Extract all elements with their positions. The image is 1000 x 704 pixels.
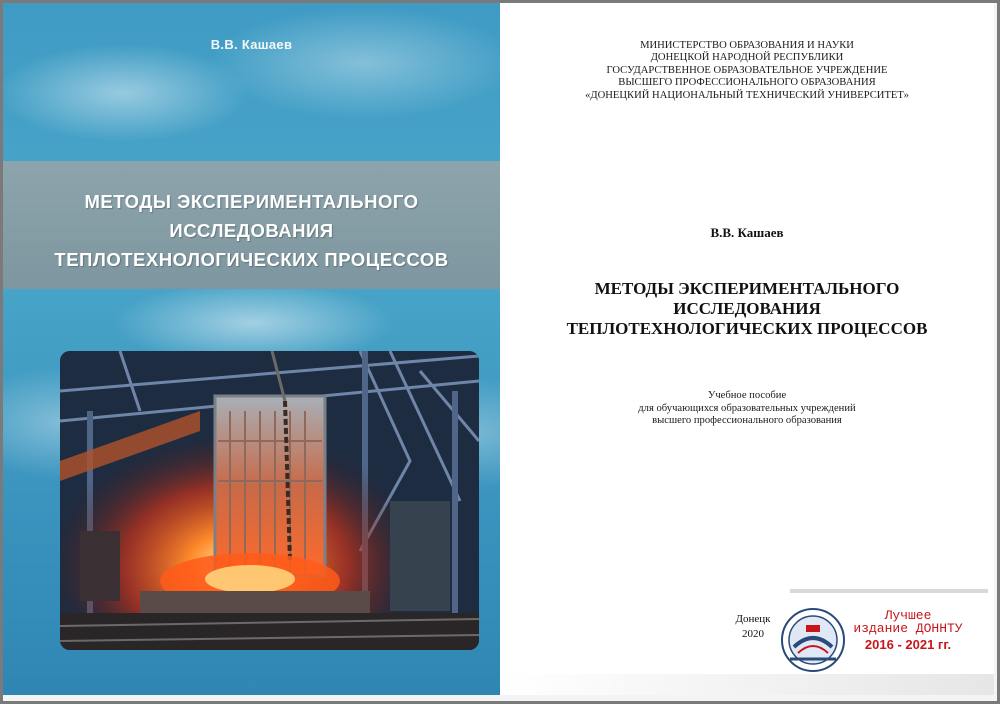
badge-line: издание ДОННТУ: [853, 621, 963, 636]
page-title: [500, 279, 994, 339]
anniversary-seal-icon: [780, 607, 846, 673]
cover-title-line: ТЕПЛОТЕХНОЛОГИЧЕСКИХ ПРОЦЕССОВ: [54, 249, 449, 270]
title-page: [500, 3, 994, 695]
book-cover: [3, 3, 500, 695]
ministry-line: ДОНЕЦКОЙ НАРОДНОЙ РЕСПУБЛИКИ: [650, 52, 844, 64]
imprint-city: Донецк: [735, 613, 771, 625]
cover-author: В.В. Кашаев: [210, 37, 293, 52]
ministry-header: [500, 40, 994, 102]
best-edition-badge: [852, 609, 964, 651]
scan-edge: [500, 674, 994, 695]
badge-years: 2016 - 2021 гг.: [864, 637, 952, 652]
page-title-line: ТЕПЛОТЕХНОЛОГИЧЕСКИХ ПРОЦЕССОВ: [566, 319, 928, 338]
ministry-line: «ДОНЕЦКИЙ НАЦИОНАЛЬНЫЙ ТЕХНИЧЕСКИЙ УНИВЕРСИТЕТ»: [585, 89, 909, 101]
cover-title: [3, 187, 500, 274]
furnace-illustration: [60, 351, 479, 650]
subtitle-line: для обучающихся образовательных учреждений: [638, 402, 856, 414]
furnace-photo: [60, 351, 479, 650]
cover-title-line: МЕТОДЫ ЭКСПЕРИМЕНТАЛЬНОГО: [84, 191, 419, 212]
ministry-line: МИНИСТЕРСТВО ОБРАЗОВАНИЯ И НАУКИ: [640, 40, 854, 51]
page-title-line: МЕТОДЫ ЭКСПЕРИМЕНТАЛЬНОГО: [594, 279, 900, 298]
imprint-year: 2020: [742, 628, 764, 640]
ministry-line: ВЫСШЕГО ПРОФЕССИОНАЛЬНОГО ОБРАЗОВАНИЯ: [618, 77, 876, 89]
page-author: В.В. Кашаев: [710, 225, 784, 240]
imprint: [722, 612, 784, 642]
cover-title-line: ИССЛЕДОВАНИЯ: [169, 220, 334, 241]
subtitle-line: высшего профессионального образования: [652, 415, 842, 426]
badge-divider: [790, 589, 988, 593]
subtitle-line: Учебное пособие: [707, 390, 787, 401]
page-subtitle: [500, 390, 994, 428]
badge-line: Лучшее: [884, 608, 932, 623]
page-title-line: ИССЛЕДОВАНИЯ: [673, 299, 821, 318]
ministry-line: ГОСУДАРСТВЕННОЕ ОБРАЗОВАТЕЛЬНОЕ УЧРЕЖДЕНИЕ: [606, 64, 888, 76]
